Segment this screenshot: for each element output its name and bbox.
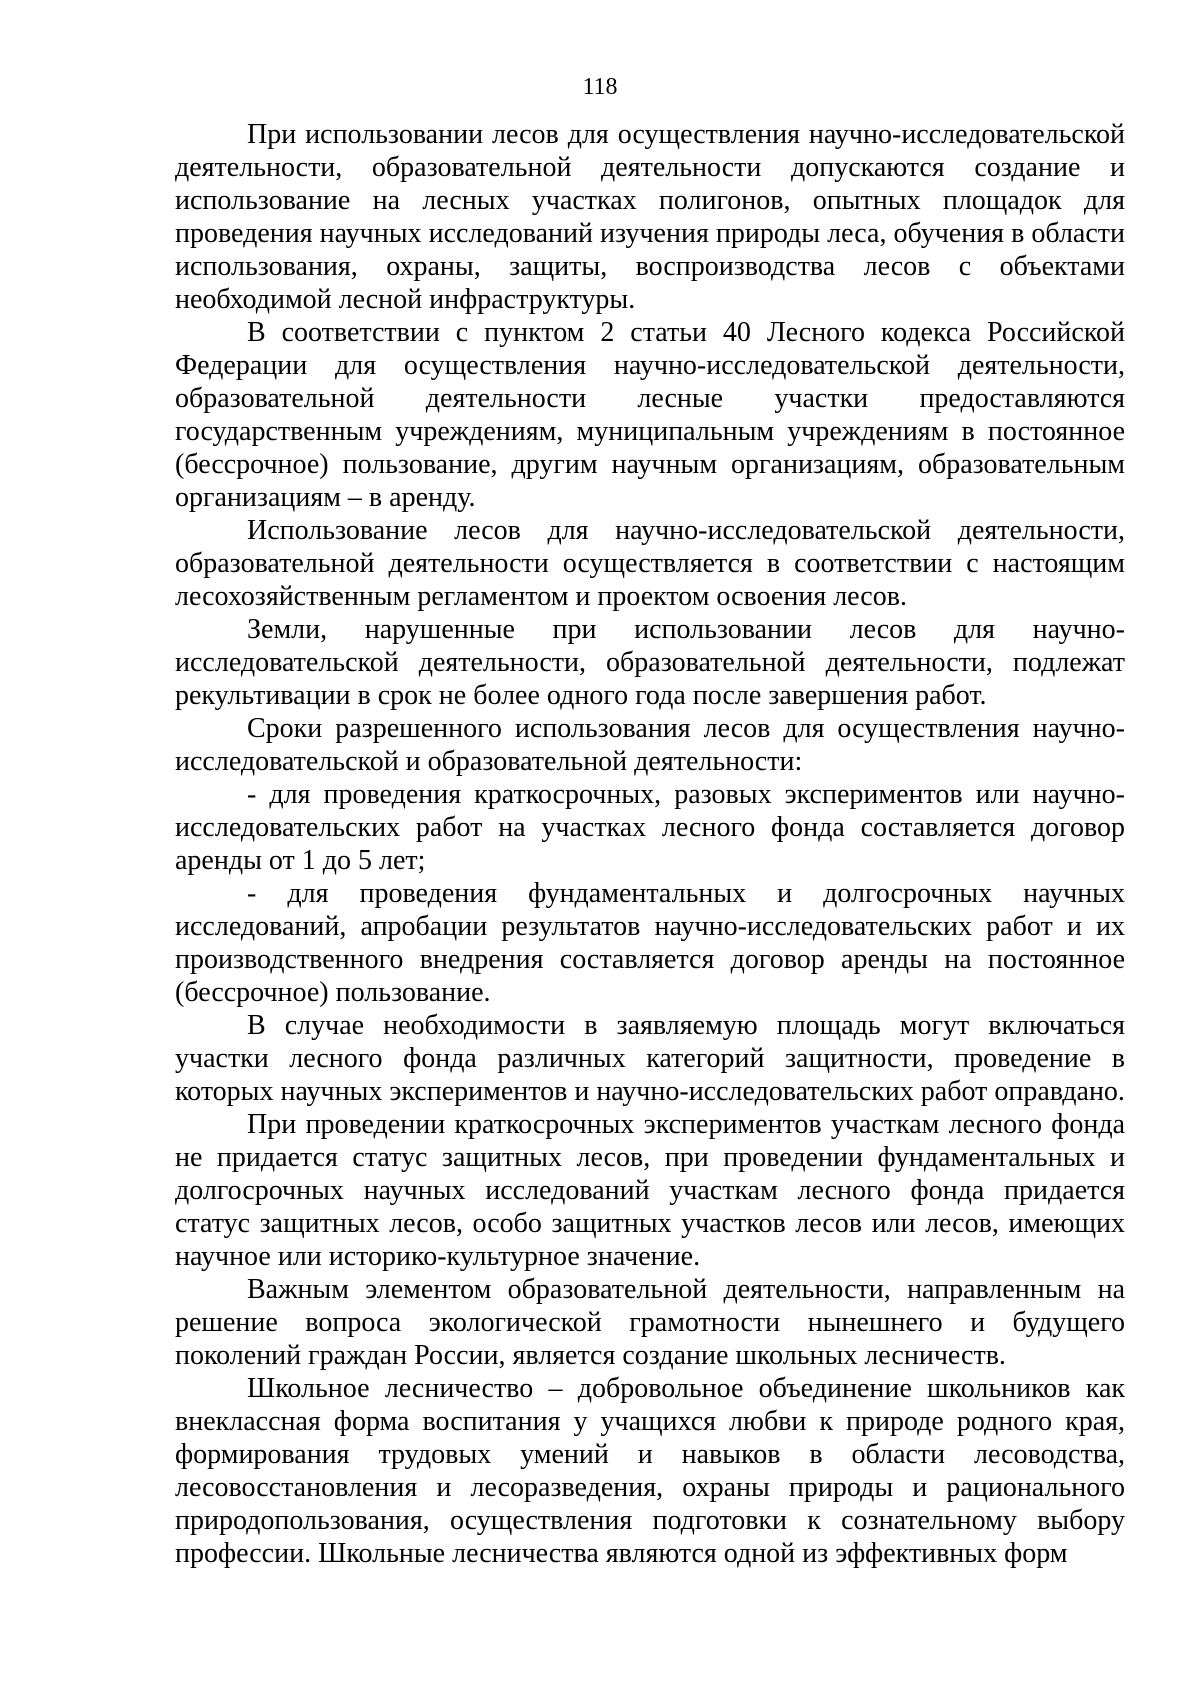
page-number: 118 <box>582 74 618 100</box>
paragraph-land-recultivation: Земли, нарушенные при использовании лесов для научно-исследовательской деятельности, образовательной деятельности, подлежат рекультивации в срок не более одного года после завершения работ. <box>175 614 1125 711</box>
document-body <box>175 118 1125 1570</box>
paragraph-research-use: При использовании лесов для осуществления научно-исследовательской деятельности, образовательной деятельности допускаются создание и использование на лесных участках полигонов, опытных площадок для проведения научных исследований изучения природы леса, обучения в области использования, охраны, защиты, воспроизводства лесов с объектами необходимой лесной инфраструктуры. <box>175 119 1125 315</box>
paragraph-protective-status: При проведении краткосрочных экспериментов участкам лесного фонда не придается статус защитных лесов, при проведении фундаментальных и долгосрочных научных исследований участкам лесного фонда придается статус защитных лесов, особо защитных участков лесов или лесов, имеющих научное или историко-культурное значение. <box>175 1109 1125 1272</box>
paragraph-protection-categories: В случае необходимости в заявляемую площадь могут включаться участки лесного фонда различных категорий защитности, проведение в которых научных экспериментов и научно-исследовательских работ оправдано. <box>175 1010 1125 1107</box>
paragraph-school-forestries-intro: Важным элементом образовательной деятельности, направленным на решение вопроса экологической грамотности нынешнего и будущего поколений граждан России, является создание школьных лесничеств. <box>175 1274 1125 1371</box>
paragraph-forest-code-article-40: В соответствии с пунктом 2 статьи 40 Лесного кодекса Российской Федерации для осуществления научно-исследовательской деятельности, образовательной деятельности лесные участки предоставляются государственным учреждениям, муниципальным учреждениям в постоянное (бессрочное) пользование, другим научным организациям, образовательным организациям – в аренду. <box>175 317 1125 513</box>
paragraph-use-per-regulation: Использование лесов для научно-исследовательской деятельности, образовательной деятельности осуществляется в соответствии с настоящим лесохозяйственным регламентом и проектом освоения лесов. <box>175 515 1125 612</box>
paragraph-school-forestry-definition: Школьное лесничество – добровольное объединение школьников как внеклассная форма воспитания у учащихся любви к природе родного края, формирования трудовых умений и навыков в области лесоводства, лесовосстановления и лесоразведения, охраны природы и рационального природопользования, осуществления подготовки к сознательному выбору профессии. Школьные лесничества являются одной из эффективных форм <box>175 1373 1125 1569</box>
list-item-permanent-use: - для проведения фундаментальных и долгосрочных научных исследований, апробации результатов научно-исследовательских работ и их производственного внедрения составляется договор аренды на постоянное (бессрочное) пользование. <box>175 878 1125 1008</box>
list-item-short-term-lease: - для проведения краткосрочных, разовых экспериментов или научно-исследовательских работ на участках лесного фонда составляется договор аренды от 1 до 5 лет; <box>175 779 1125 876</box>
paragraph-permitted-use-terms: Сроки разрешенного использования лесов для осуществления научно-исследовательской и образовательной деятельности: <box>175 713 1125 777</box>
